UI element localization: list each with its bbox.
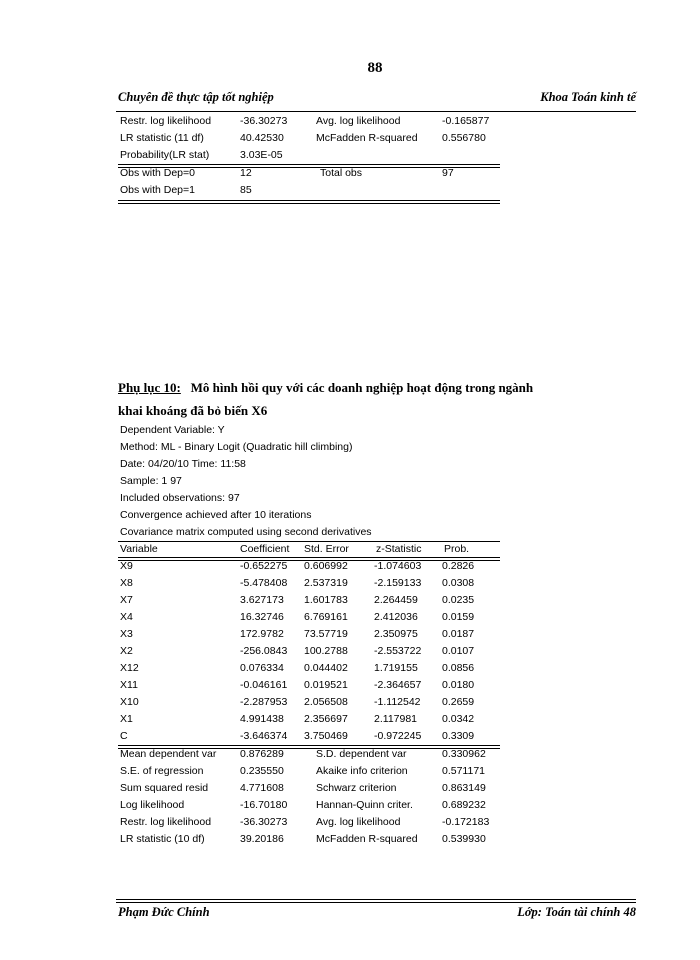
cell-prob: 0.0107 — [442, 645, 475, 657]
table-row — [120, 799, 500, 816]
cell-prob: 0.0856 — [442, 662, 475, 674]
cell-coefficient: -5.478408 — [240, 577, 288, 589]
table-row — [120, 833, 500, 850]
cell-variable: X11 — [120, 679, 138, 691]
stat-label: Schwarz criterion — [316, 782, 397, 794]
obs-label: Obs with Dep=0 — [120, 167, 195, 179]
table-row — [120, 816, 500, 833]
cell-z-statistic: -2.159133 — [374, 577, 422, 589]
appendix-title-text: Mô hình hồi quy với các doanh nghiệp hoạt động trong ngành — [190, 380, 534, 395]
cell-z-statistic: -0.972245 — [374, 730, 422, 742]
cell-coefficient: 0.076334 — [240, 662, 284, 674]
footer-right: Lớp: Toán tài chính 48 — [517, 905, 636, 919]
obs-value: 97 — [442, 167, 454, 179]
stat-label: Probability(LR stat) — [120, 149, 210, 161]
cell-prob: 0.2826 — [442, 560, 475, 572]
header-left: Chuyên đề thực tập tốt nghiệp — [118, 90, 274, 104]
table-row — [120, 577, 500, 594]
stat-label: S.D. dependent var — [316, 748, 407, 760]
cell-std-error: 2.356697 — [304, 713, 348, 725]
cell-variable: X3 — [120, 628, 133, 640]
cell-prob: 0.0187 — [442, 628, 475, 640]
meta-line: Method: ML - Binary Logit (Quadratic hill climbing) — [120, 441, 353, 453]
cell-std-error: 100.2788 — [304, 645, 348, 657]
table-top-rule — [118, 541, 500, 542]
meta-line: Date: 04/20/10 Time: 11:58 — [120, 458, 246, 470]
meta-line: Sample: 1 97 — [120, 475, 182, 487]
cell-std-error: 1.601783 — [304, 594, 348, 606]
footer-left: Phạm Đức Chính — [118, 905, 210, 919]
cell-variable: X10 — [120, 696, 139, 708]
table-row — [120, 611, 500, 628]
table-row — [120, 662, 500, 679]
cell-prob: 0.0180 — [442, 679, 475, 691]
cell-coefficient: -3.646374 — [240, 730, 288, 742]
stat-value: -0.172183 — [442, 816, 490, 828]
cell-prob: 0.3309 — [442, 730, 475, 742]
appendix-label: Phụ lục 10: — [118, 380, 181, 395]
cell-variable: X8 — [120, 577, 133, 589]
stat-value: 0.876289 — [240, 748, 284, 760]
obs-value: 12 — [240, 167, 252, 179]
top-stats-table — [120, 115, 500, 215]
cell-variable: X1 — [120, 713, 133, 725]
cell-coefficient: -2.287953 — [240, 696, 288, 708]
cell-variable: X4 — [120, 611, 133, 623]
stat-label: Avg. log likelihood — [316, 816, 401, 828]
stat-label: LR statistic (10 df) — [120, 833, 205, 845]
cell-std-error: 2.056508 — [304, 696, 348, 708]
table-row — [120, 115, 500, 132]
cell-coefficient: 4.991438 — [240, 713, 284, 725]
appendix-title-line2: khai khoáng đã bỏ biến X6 — [118, 403, 268, 418]
table-row — [120, 713, 500, 730]
cell-prob: 0.0342 — [442, 713, 475, 725]
cell-variable: X9 — [120, 560, 133, 572]
cell-z-statistic: 1.719155 — [374, 662, 418, 674]
stat-value: -36.30273 — [240, 115, 288, 127]
stat-value: 39.20186 — [240, 833, 284, 845]
header-rule — [116, 111, 636, 112]
cell-coefficient: -0.652275 — [240, 560, 288, 572]
footer-rule — [116, 899, 636, 903]
page-number: 88 — [367, 60, 383, 76]
column-header: Std. Error — [304, 543, 349, 555]
table-row — [120, 782, 500, 799]
cell-z-statistic: 2.117981 — [374, 713, 418, 725]
cell-variable: X7 — [120, 594, 133, 606]
cell-prob: 0.0235 — [442, 594, 475, 606]
cell-coefficient: 16.32746 — [240, 611, 284, 623]
stat-label: Restr. log likelihood — [120, 115, 212, 127]
table-row — [120, 594, 500, 611]
cell-z-statistic: -1.112542 — [374, 696, 421, 708]
table-row — [120, 679, 500, 696]
column-header: Prob. — [444, 543, 470, 555]
obs-label: Total obs — [320, 167, 363, 179]
table-row — [120, 132, 500, 149]
stat-label: Sum squared resid — [120, 782, 209, 794]
cell-z-statistic: -2.553722 — [374, 645, 422, 657]
cell-std-error: 6.769161 — [304, 611, 348, 623]
stat-value: 0.539930 — [442, 833, 486, 845]
cell-variable: X12 — [120, 662, 139, 674]
cell-std-error: 2.537319 — [304, 577, 348, 589]
cell-prob: 0.0308 — [442, 577, 475, 589]
stat-label: Restr. log likelihood — [120, 816, 212, 828]
coefficient-table — [120, 541, 500, 861]
stat-value: 0.556780 — [442, 132, 486, 144]
obs-label: Obs with Dep=1 — [120, 184, 195, 196]
cell-std-error: 0.606992 — [304, 560, 348, 572]
cell-coefficient: -256.0843 — [240, 645, 288, 657]
cell-z-statistic: 2.264459 — [374, 594, 418, 606]
meta-line: Dependent Variable: Y — [120, 424, 225, 436]
stat-value: -16.70180 — [240, 799, 288, 811]
cell-z-statistic: 2.350975 — [374, 628, 418, 640]
stat-label: Log likelihood — [120, 799, 185, 811]
stat-label: McFadden R-squared — [316, 833, 418, 845]
table-row — [120, 696, 500, 713]
cell-coefficient: 172.9782 — [240, 628, 284, 640]
stat-value: 0.689232 — [442, 799, 486, 811]
stat-label: LR statistic (11 df) — [120, 132, 204, 144]
cell-prob: 0.0159 — [442, 611, 475, 623]
cell-prob: 0.2659 — [442, 696, 475, 708]
stat-value: 40.42530 — [240, 132, 284, 144]
cell-variable: C — [120, 730, 128, 742]
header-right: Khoa Toán kinh tế — [540, 90, 636, 104]
stat-value: 4.771608 — [240, 782, 284, 794]
obs-value: 85 — [240, 184, 252, 196]
column-header: Coefficient — [240, 543, 290, 555]
stat-label: Hannan-Quinn criter. — [316, 799, 413, 811]
stat-value: 0.863149 — [442, 782, 486, 794]
stat-value: -0.165877 — [442, 115, 490, 127]
stat-value: 0.235550 — [240, 765, 284, 777]
table-bottom-rule — [118, 200, 500, 204]
cell-std-error: 0.044402 — [304, 662, 348, 674]
meta-line: Included observations: 97 — [120, 492, 240, 504]
cell-std-error: 73.57719 — [304, 628, 348, 640]
stat-label: Mean dependent var — [120, 748, 217, 760]
table-row — [120, 765, 500, 782]
table-row — [120, 645, 500, 662]
meta-line: Covariance matrix computed using second derivatives — [120, 526, 372, 538]
table-row — [120, 184, 500, 201]
column-header: z-Statistic — [376, 543, 422, 555]
cell-coefficient: 3.627173 — [240, 594, 284, 606]
stat-value: 3.03E-05 — [240, 149, 283, 161]
column-header: Variable — [120, 543, 158, 555]
cell-coefficient: -0.046161 — [240, 679, 288, 691]
cell-z-statistic: 2.412036 — [374, 611, 418, 623]
stat-label: McFadden R-squared — [316, 132, 418, 144]
stat-value: 0.330962 — [442, 748, 486, 760]
stat-label: S.E. of regression — [120, 765, 204, 777]
table-row — [120, 748, 500, 765]
stat-label: Akaike info criterion — [316, 765, 408, 777]
meta-line: Convergence achieved after 10 iterations — [120, 509, 312, 521]
table-row — [120, 560, 500, 577]
cell-z-statistic: -2.364657 — [374, 679, 422, 691]
cell-variable: X2 — [120, 645, 133, 657]
stat-value: -36.30273 — [240, 816, 288, 828]
cell-z-statistic: -1.074603 — [374, 560, 422, 572]
stat-value: 0.571171 — [442, 765, 486, 777]
table-row — [120, 167, 500, 184]
cell-std-error: 0.019521 — [304, 679, 348, 691]
appendix-title-line1 — [118, 380, 533, 396]
cell-std-error: 3.750469 — [304, 730, 348, 742]
regression-meta — [120, 424, 372, 543]
table-row — [120, 628, 500, 645]
stat-label: Avg. log likelihood — [316, 115, 401, 127]
